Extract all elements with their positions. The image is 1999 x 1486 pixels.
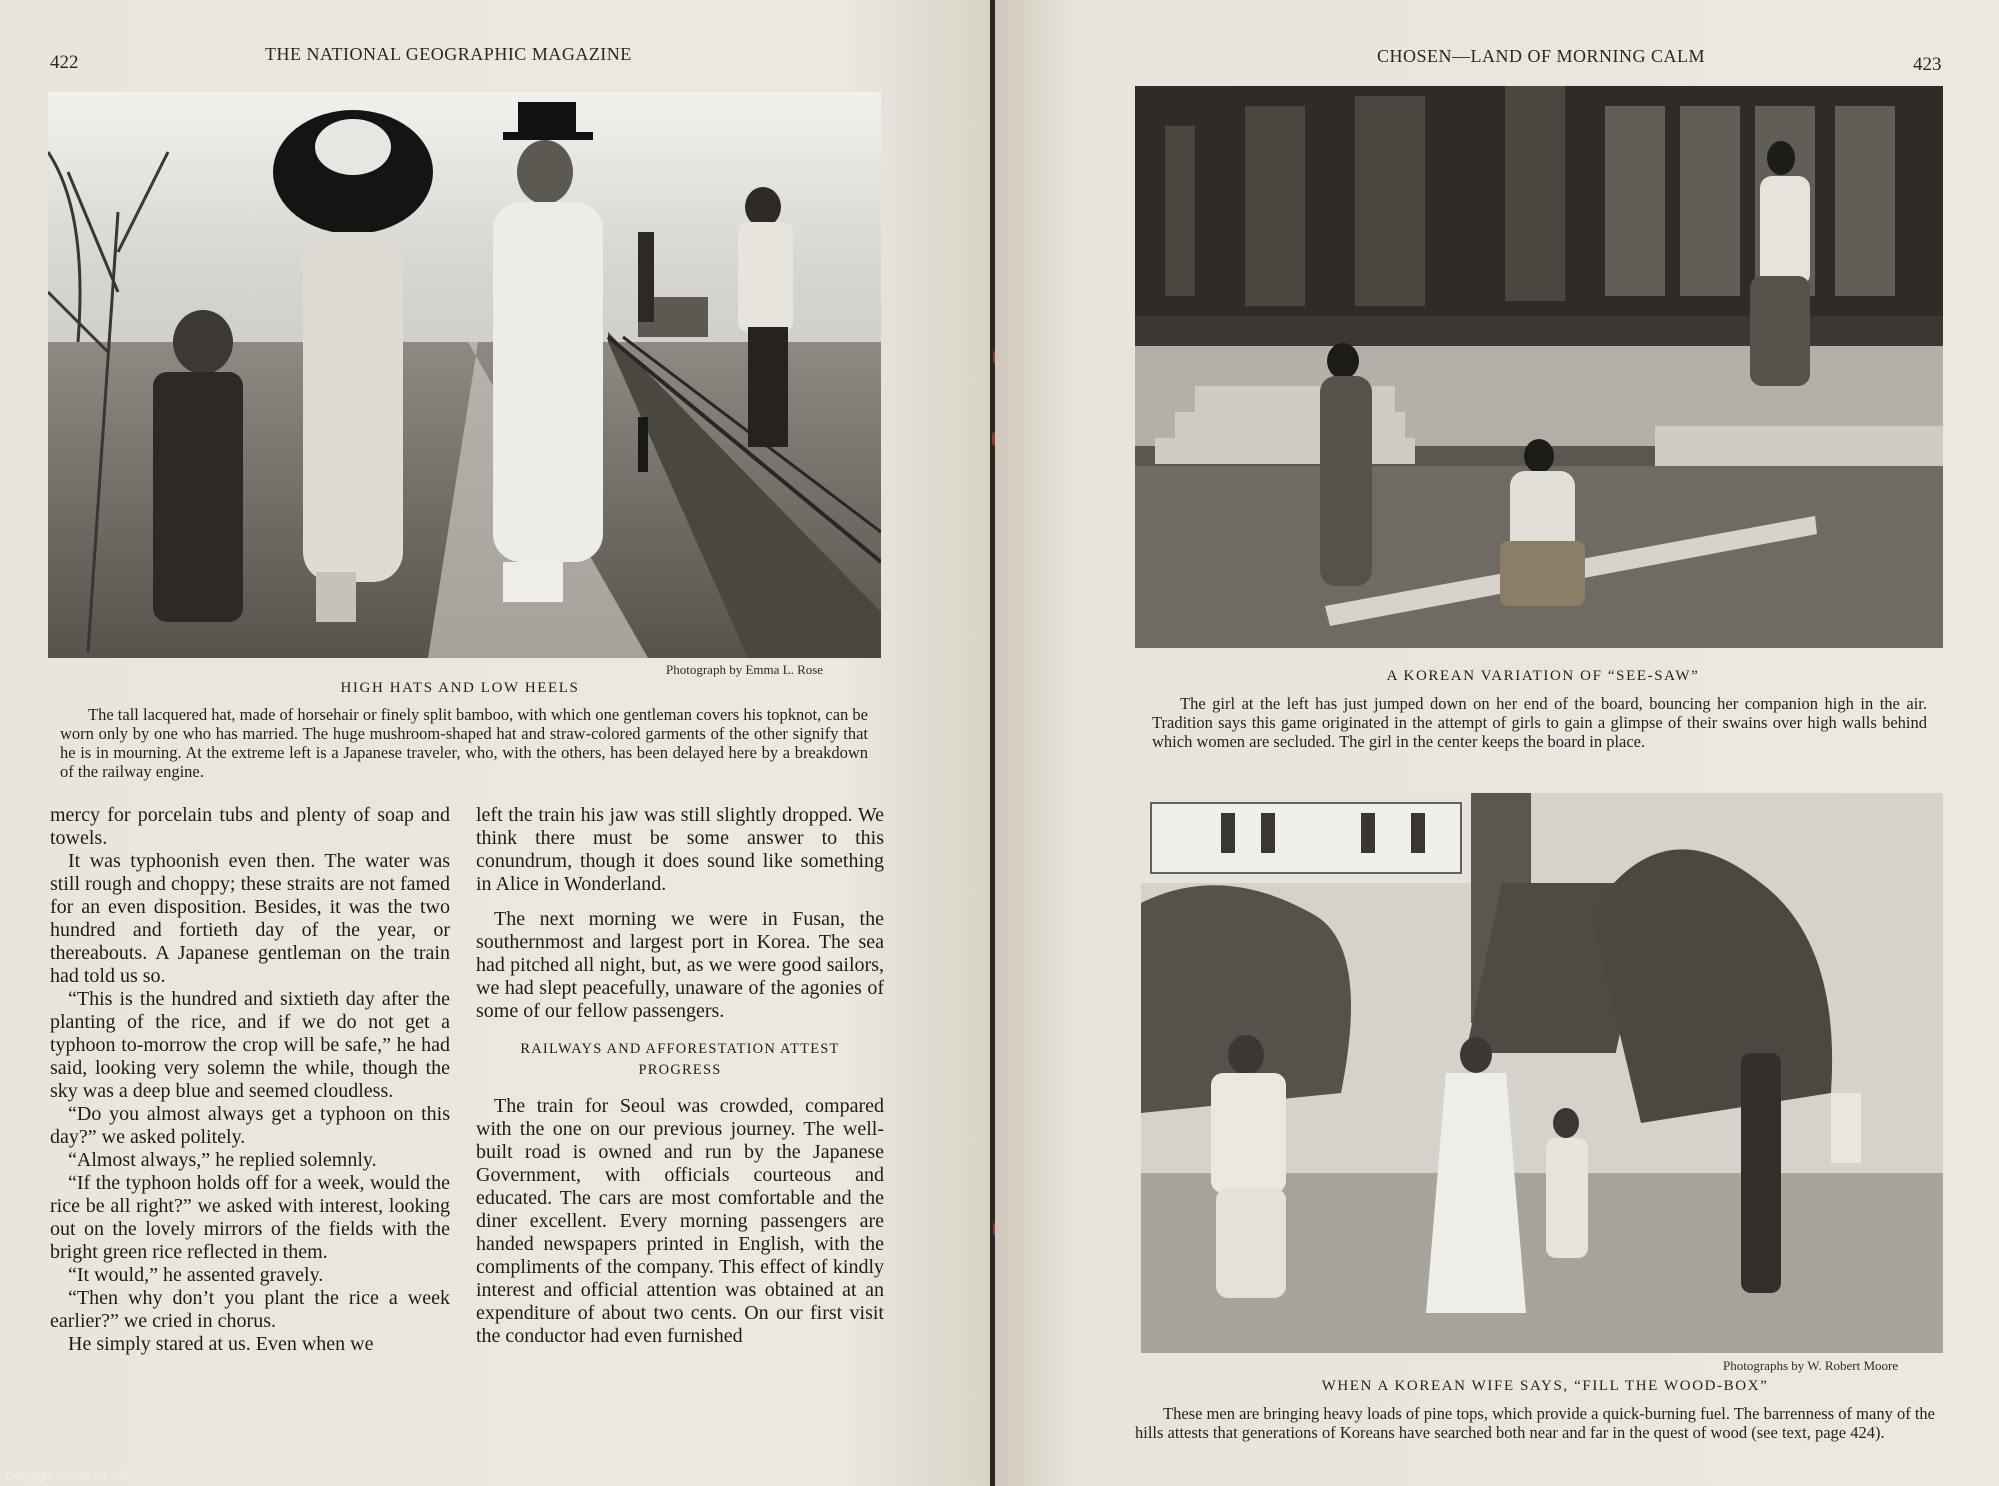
paragraph: “It would,” he assented gravely. bbox=[68, 1264, 324, 1286]
paragraph: “Then why don’t you plant the rice a week earlier?” we cried in chorus. bbox=[50, 1287, 450, 1332]
paragraph: mercy for porcelain tubs and plenty of soap and towels. bbox=[50, 804, 450, 849]
paragraph: “Almost always,” he replied solemnly. bbox=[68, 1149, 377, 1171]
page-number: 422 bbox=[50, 52, 79, 73]
caption-title: A KOREAN VARIATION OF “SEE-SAW” bbox=[1386, 668, 1700, 684]
caption-title: WHEN A KOREAN WIFE SAYS, “FILL THE WOOD-BOX” bbox=[1321, 1378, 1769, 1394]
paragraph: left the train his jaw was still slightly dropped. We think there must be some answer to this conundrum, though it does sound like something in Alice in Wonderland. bbox=[476, 804, 884, 895]
paragraph: The train for Seoul was crowded, compared with the one on our previous journey. The well-built road is owned and run by the Japanese Government, with officials courteous and educated. The cars are most comfortable and the diner excellent. Every morning passengers are handed newspapers printed in English, with the compliments of the company. This effect of kindly interest and official attention was obtained at an expenditure of about two cents. On our first visit the conductor had even furnished bbox=[476, 1095, 884, 1347]
section-subhead bbox=[476, 1039, 884, 1081]
paragraph: He simply stared at us. Even when we bbox=[68, 1333, 374, 1355]
paragraph: “This is the hundred and sixtieth day after the planting of the rice, and if we do not get a typhoon to-morrow the crop will be safe,” he had said, looking very solemn the while, though the sky was a deep blue and seemed cloudless. bbox=[50, 988, 450, 1102]
photo-wood-box-image bbox=[1141, 793, 1943, 1353]
running-head: THE NATIONAL GEOGRAPHIC MAGAZINE bbox=[265, 44, 632, 64]
paragraph: “If the typhoon holds off for a week, would the rice be all right?” we asked with interest, looking out on the lovely mirrors of the fields with the bright green rice reflected in them. bbox=[50, 1172, 450, 1263]
caption-body: These men are bringing heavy loads of pine tops, which provide a quick-burning fuel. The barrenness of many of the hills attests that generations of Koreans have searched both near and far in the quest of wood (see text, page 424). bbox=[1135, 1404, 1935, 1442]
copyright-watermark: Copyright Cosmo Int. Ltd bbox=[6, 1470, 128, 1482]
subhead-line: PROGRESS bbox=[638, 1062, 722, 1078]
page-number: 423 bbox=[1913, 54, 1942, 75]
paragraph: “Do you almost always get a typhoon on this day?” we asked politely. bbox=[50, 1103, 450, 1148]
caption-title: HIGH HATS AND LOW HEELS bbox=[340, 680, 580, 696]
paragraph: It was typhoonish even then. The water was still rough and choppy; these straits are not famed for an even disposition. Besides, it was the two hundred and fortieth day of the year, or thereabouts. A Japanese gentleman on the train had told us so. bbox=[50, 850, 450, 987]
caption-body: The girl at the left has just jumped down on her end of the board, bouncing her companion high in the air. Tradition says this game originated in the attempt of girls to gain a glimpse of their swains over high walls behind which women are secluded. The girl in the center keeps the board in place. bbox=[1152, 694, 1927, 751]
photo-high-hats-image bbox=[48, 92, 881, 658]
photo-credit: Photograph by Emma L. Rose bbox=[666, 662, 824, 677]
photo-wood-box bbox=[1141, 793, 1943, 1353]
photo-see-saw bbox=[1135, 86, 1943, 648]
photo-see-saw-image bbox=[1135, 86, 1943, 648]
photo-high-hats bbox=[48, 92, 881, 658]
photo-credit: Photographs by W. Robert Moore bbox=[1723, 1358, 1899, 1373]
caption-body: The tall lacquered hat, made of horsehair or finely split bamboo, with which one gentleman covers his topknot, can be worn only by one who has married. The huge mushroom-shaped hat and straw-colored garments of the other signify that he is in mourning. At the extreme left is a Japanese traveler, who, with the others, has been delayed here by a breakdown of the railway engine. bbox=[60, 705, 868, 781]
left-page bbox=[0, 0, 990, 1486]
running-head: CHOSEN—LAND OF MORNING CALM bbox=[1377, 46, 1706, 66]
text-column-1 bbox=[50, 804, 450, 1356]
right-page bbox=[995, 0, 1999, 1486]
paragraph: The next morning we were in Fusan, the southernmost and largest port in Korea. The sea had pitched all night, but, as we were good sailors, we had slept peacefully, unaware of the agonies of some of our fellow passengers. bbox=[476, 908, 884, 1022]
text-column-2 bbox=[476, 804, 884, 1348]
subhead-line: RAILWAYS AND AFFORESTATION ATTEST bbox=[520, 1041, 840, 1057]
